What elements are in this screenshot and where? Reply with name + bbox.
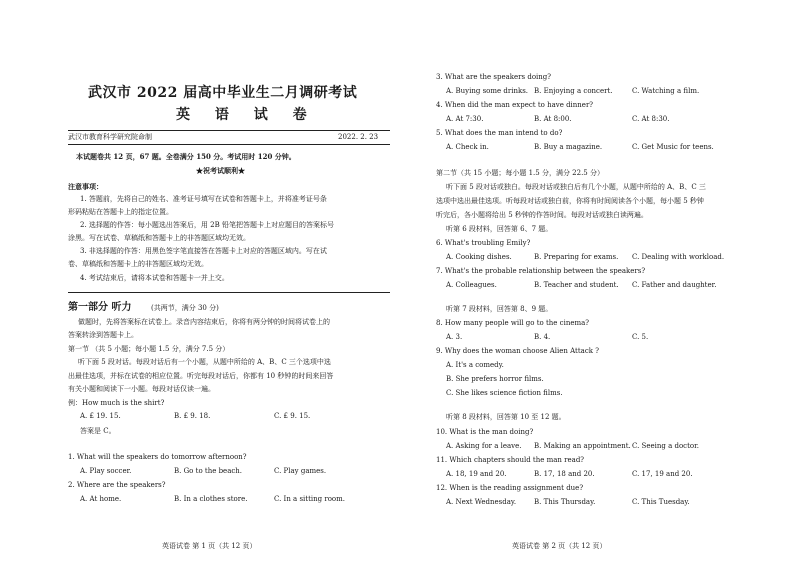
option-1a: A. Play soccer. <box>80 467 132 475</box>
note-line: 卷、草稿纸和答题卡上的非答题区域均无效。 <box>68 260 208 268</box>
notes-title: 注意事项： <box>68 182 103 191</box>
second-rule <box>68 144 390 145</box>
note-line: 1. 答题前，先将自己的姓名、准考证号填写在试卷和答题卡上，并将准考证号条 <box>80 195 327 203</box>
example-option: C. £ 9. 15. <box>274 412 311 420</box>
option-10c: C. Seeing a doctor. <box>632 442 699 450</box>
left-footer: 英语试卷 第 1 页（共 12 页） <box>162 542 257 550</box>
question-8: 8. How many people will go to the cinema? <box>436 319 590 327</box>
material-8: 听第 8 段材料，回答第 10 至 12 题。 <box>446 413 566 421</box>
question-7: 7. What's the probable relationship between the speakers? <box>436 267 646 275</box>
option-11c: C. 17, 19 and 20. <box>632 470 693 478</box>
question-4: 4. When did the man expect to have dinner? <box>436 101 594 109</box>
note-line: 涂黑。写在试卷、草稿纸和答题卡上的非答题区域均无效。 <box>68 234 250 242</box>
option-6a: A. Cooking dishes. <box>446 253 512 261</box>
right-page <box>436 0 741 561</box>
option-4b: B. At 8:00. <box>534 115 572 123</box>
option-4c: C. At 8:30. <box>632 115 670 123</box>
issuer: 武汉市教育科学研究院命制 <box>68 133 152 141</box>
option-2a: A. At home. <box>80 495 122 503</box>
question-9: 9. Why does the woman choose Alien Attack ? <box>436 347 599 355</box>
option-5a: A. Check in. <box>446 143 489 151</box>
option-8c: C. 5. <box>632 333 649 341</box>
question-2: 2. Where are the speakers? <box>68 481 166 489</box>
option-8b: B. 4. <box>534 333 551 341</box>
option-11a: A. 18, 19 and 20. <box>446 470 507 478</box>
option-5b: B. Buy a magazine. <box>534 143 603 151</box>
option-5c: C. Get Music for teens. <box>632 143 714 151</box>
note-line: 形码粘贴在答题卡上的指定位置。 <box>68 208 173 216</box>
section2-heading: 第二节（共 15 小题；每小题 1.5 分，满分 22.5 分） <box>436 169 604 177</box>
example-option: B. £ 9. 18. <box>174 412 211 420</box>
option-9c: C. She likes science fiction films. <box>446 389 563 397</box>
option-3a: A. Buying some drinks. <box>446 87 529 95</box>
note-line: 2. 选择题的作答：每小题选出答案后，用 2B 铅笔把答题卡上对应题目的答案标号 <box>80 221 334 229</box>
option-2c: C. In a sitting room. <box>274 495 346 503</box>
section1-directions: 有关小题和阅读下一小题。每段对话仅读一遍。 <box>68 385 215 393</box>
section2-directions: 听完后，各小题将给出 5 秒钟的作答时间。每段对话或独白读两遍。 <box>436 211 648 219</box>
material-6: 听第 6 段材料，回答第 6、7 题。 <box>446 225 553 233</box>
option-3c: C. Watching a film. <box>632 87 700 95</box>
exam-title: 武汉市 2022 届高中毕业生二月调研考试 <box>88 85 358 101</box>
section2-directions: 选项中选出最佳选项。听每段对话或独白前，你将有时间阅读各个小题，每小题 5 秒钟 <box>436 197 704 205</box>
example-answer: 答案是 C。 <box>80 427 116 435</box>
option-7b: B. Teacher and student. <box>534 281 619 289</box>
question-6: 6. What's troubling Emily? <box>436 239 531 247</box>
question-3: 3. What are the speakers doing? <box>436 73 552 81</box>
option-12c: C. This Tuesday. <box>632 498 690 506</box>
part1-intro: 做题时，先将答案标在试卷上。录音内容结束后，你将有两分钟的时间将试卷上的 <box>78 318 330 326</box>
option-7a: A. Colleagues. <box>446 281 497 289</box>
option-3b: B. Enjoying a concert. <box>534 87 613 95</box>
option-6c: C. Dealing with workload. <box>632 253 725 261</box>
option-8a: A. 3. <box>446 333 463 341</box>
right-footer: 英语试卷 第 2 页（共 12 页） <box>512 542 607 550</box>
option-9a: A. It's a comedy. <box>446 361 504 369</box>
question-12: 12. When is the reading assignment due? <box>436 484 584 492</box>
option-9b: B. She prefers horror films. <box>446 375 544 383</box>
option-11b: B. 17, 18 and 20. <box>534 470 595 478</box>
option-1b: B. Go to the beach. <box>174 467 243 475</box>
option-12b: B. This Thursday. <box>534 498 596 506</box>
part1-intro: 答案转涂到答题卡上。 <box>68 331 138 339</box>
option-12a: A. Next Wednesday. <box>446 498 517 506</box>
section2-directions: 听下面 5 段对话或独白。每段对话或独白后有几个小题，从题中所给的 A、B、C 三 <box>446 183 706 191</box>
question-5: 5. What does the man intend to do? <box>436 129 563 137</box>
exam-date: 2022. 2. 23 <box>338 133 379 141</box>
section1-directions: 出最佳选项，并标在试卷的相应位置。听完每段对话后，你都有 10 秒钟的时间来回答 <box>68 372 334 380</box>
exam-info: 本试题卷共 12 页，67 题。全卷满分 150 分。考试用时 120 分钟。 <box>76 152 296 161</box>
option-4a: A. At 7:30. <box>446 115 484 123</box>
option-1c: C. Play games. <box>274 467 327 475</box>
example-option: A. £ 19. 15. <box>80 412 121 420</box>
note-line: 4. 考试结束后，请将本试卷和答题卡一并上交。 <box>80 274 229 282</box>
section1-directions: 听下面 5 段对话。每段对话后有一个小题，从题中所给的 A、B、C 三个选项中选 <box>78 358 331 366</box>
exam-subtitle: 英 语 试 卷 <box>176 107 317 123</box>
question-11: 11. Which chapters should the man read? <box>436 456 585 464</box>
question-1: 1. What will the speakers do tomorrow afternoon? <box>68 453 247 461</box>
option-6b: B. Preparing for exams. <box>534 253 619 261</box>
good-luck: ★祝考试顺利★ <box>196 166 245 175</box>
notes-rule <box>68 292 390 293</box>
question-10: 10. What is the man doing? <box>436 428 534 436</box>
section1-heading: 第一节 （共 5 小题；每小题 1.5 分，满分 7.5 分） <box>68 345 230 353</box>
option-2b: B. In a clothes store. <box>174 495 248 503</box>
material-7: 听第 7 段材料，回答第 8、9 题。 <box>446 305 553 313</box>
part1-heading: 第一部分 听力 <box>68 302 132 313</box>
option-7c: C. Father and daughter. <box>632 281 717 289</box>
left-page <box>68 0 390 561</box>
top-rule <box>68 130 390 131</box>
note-line: 3. 非选择题的作答：用黑色签字笔直接答在答题卡上对应的答题区域内。写在试 <box>80 247 327 255</box>
option-10a: A. Asking for a leave. <box>446 442 522 450</box>
example-question: 例：How much is the shirt? <box>68 399 165 407</box>
part1-heading-note: (共两节，满分 30 分) <box>151 304 219 312</box>
option-10b: B. Making an appointment. <box>534 442 631 450</box>
